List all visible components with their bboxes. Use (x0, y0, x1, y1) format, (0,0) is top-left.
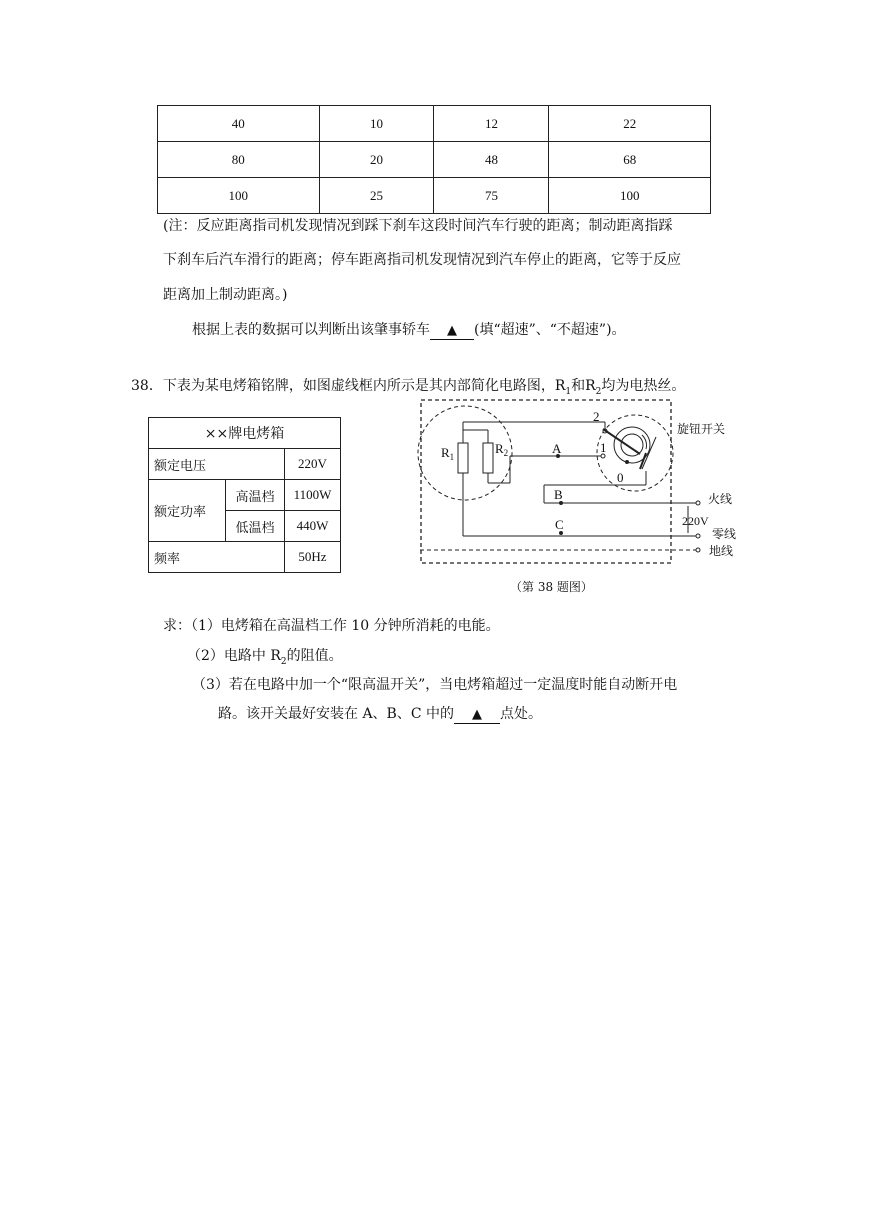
frequency-value: 50Hz (285, 542, 341, 573)
nameplate-title: ××牌电烤箱 (149, 418, 341, 449)
stem-text: 38．下表为某电烤箱铭牌，如图虚线框内所示是其内部简化电路图，R (131, 378, 566, 394)
question-38-part-3-line-1: （3）若在电路中加一个“限高温开关”，当电烤箱超过一定温度时能自动断开电 (192, 677, 678, 693)
answer-blank: ▲ (454, 706, 500, 724)
point-b-label: B (554, 487, 563, 502)
table-row (149, 449, 341, 480)
r2-label: $R_2$ (495, 441, 509, 458)
voltage-label: 220V (682, 514, 709, 528)
ground-wire-label: 地线 (709, 544, 734, 558)
subscript: 2 (280, 656, 287, 667)
question-38-stem (131, 378, 685, 401)
live-terminal (696, 501, 700, 505)
subscript: 2 (595, 386, 602, 397)
note-line-2: 下刹车后汽车滑行的距离；停车距离指司机发现情况到汽车停止的距离，它等于反应 (163, 252, 681, 268)
question-text: 点处。 (500, 706, 543, 722)
knob-leader-line (642, 437, 656, 469)
question-37-answer-line (192, 322, 626, 340)
table-cell: 68 (549, 142, 711, 178)
question-37-text: 根据上表的数据可以判断出该肇事轿车 (192, 322, 430, 338)
rated-power-label: 额定功率 (149, 480, 226, 542)
knob-switch-label: 旋钮开关 (677, 422, 726, 436)
note-line-1: (注：反应距离指司机发现情况到踩下刹车这段时间汽车行驶的距离；制动距离指踩 (163, 218, 673, 234)
r1-resistor (458, 443, 468, 473)
low-setting-label: 低温档 (226, 511, 285, 542)
subscript: 1 (565, 386, 572, 397)
table-row (158, 142, 711, 178)
table-cell: 75 (434, 178, 549, 214)
neutral-wire-label: 零线 (712, 527, 737, 541)
note-line-3: 距离加上制动距离。) (163, 287, 288, 303)
table-cell: 100 (549, 178, 711, 214)
table-row (149, 542, 341, 573)
contact-0 (626, 461, 629, 464)
table-row (149, 418, 341, 449)
question-text: 的阻值。 (286, 648, 343, 664)
point-a-label: A (552, 441, 562, 456)
table-cell: 40 (158, 106, 320, 142)
question-37-hint: (填“超速”、“不超速”)。 (474, 322, 626, 338)
r2-resistor (483, 443, 493, 473)
question-38-part-2 (187, 648, 343, 671)
question-text: （2）电路中 R (187, 648, 281, 664)
frequency-label: 频率 (149, 542, 285, 573)
braking-distance-table (157, 105, 711, 214)
high-setting-value: 1100W (285, 480, 341, 511)
question-38-part-3-line-2 (218, 706, 542, 724)
table-cell: 22 (549, 106, 711, 142)
dashed-frame (421, 400, 671, 563)
neutral-terminal (696, 534, 700, 538)
table-row (149, 480, 341, 511)
position-0-label: 0 (617, 470, 624, 485)
table-row (158, 178, 711, 214)
low-setting-value: 440W (285, 511, 341, 542)
rated-voltage-value: 220V (285, 449, 341, 480)
table-cell: 100 (158, 178, 320, 214)
table-cell: 48 (434, 142, 549, 178)
table-row (158, 106, 711, 142)
stem-text: 和R (571, 378, 596, 394)
live-wire-label: 火线 (708, 492, 733, 506)
table-cell: 80 (158, 142, 320, 178)
stem-text: 均为电热丝。 (601, 378, 686, 394)
ground-terminal (696, 548, 700, 552)
table-cell: 25 (319, 178, 434, 214)
r1-label: $R_1$ (441, 445, 455, 462)
table-cell: 10 (319, 106, 434, 142)
oven-circuit-diagram (420, 399, 737, 569)
oven-nameplate-table (148, 417, 341, 573)
knob-dashed-circle (597, 415, 673, 491)
question-text: 路。该开关最好安装在 A、B、C 中的 (218, 706, 455, 722)
point-c-label: C (555, 517, 564, 532)
answer-blank: ▲ (430, 322, 474, 340)
table-cell: 12 (434, 106, 549, 142)
figure-caption: （第 38 题图） (510, 580, 593, 594)
knob-pointer (603, 429, 640, 454)
rated-voltage-label: 额定电压 (149, 449, 285, 480)
high-setting-label: 高温档 (226, 480, 285, 511)
question-38-part-1: 求：（1）电烤箱在高温档工作 10 分钟所消耗的电能。 (163, 618, 500, 634)
position-2-label: 2 (593, 409, 600, 424)
position-1-label: 1 (600, 440, 607, 455)
table-cell: 20 (319, 142, 434, 178)
